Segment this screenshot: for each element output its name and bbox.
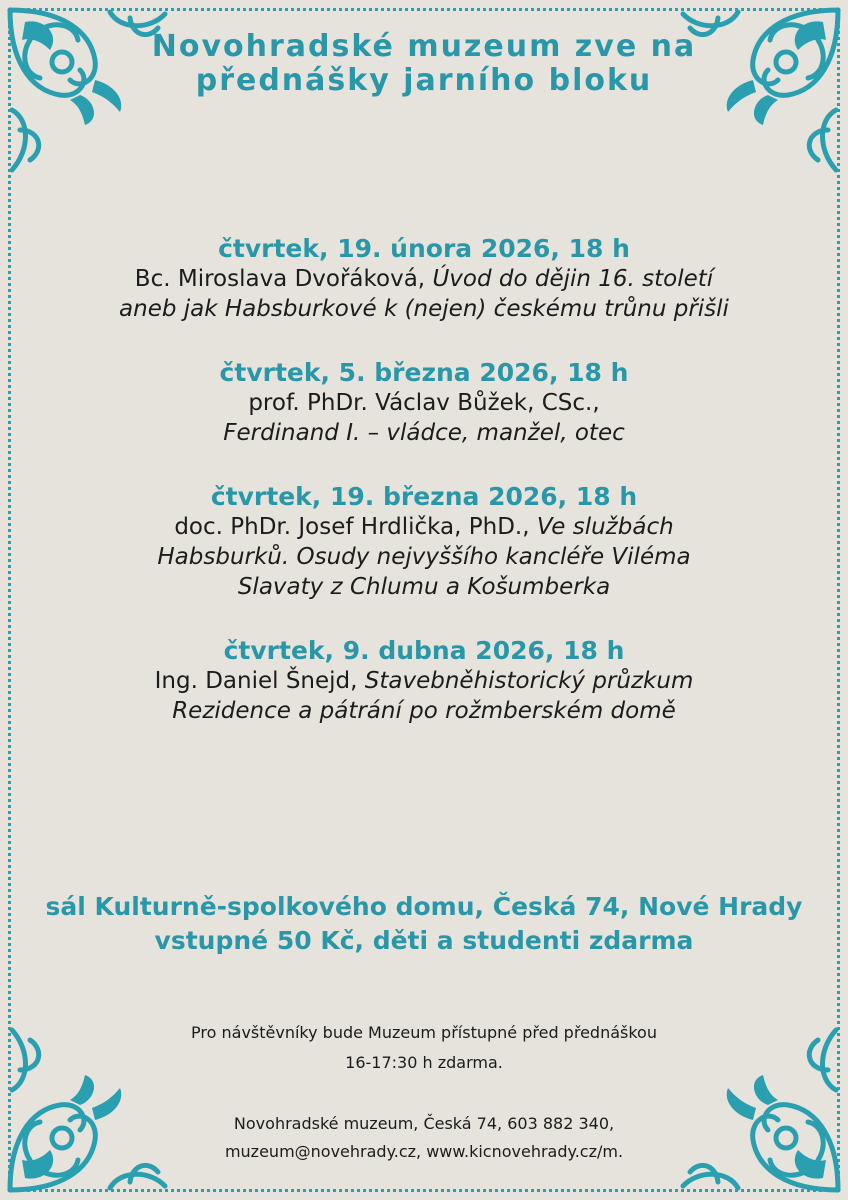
contact-info [0,1110,848,1166]
lecture-line [0,542,848,572]
title-line-2: přednášky jarního bloku [195,63,653,98]
museum-note [0,1018,848,1078]
lecture-date: čtvrtek, 5. března 2026, 18 h [219,358,629,387]
venue-info [0,890,848,958]
lecture-line [0,294,848,324]
lecture-line [0,264,848,294]
lecture-topic: Stavebněhistorický průzkum [364,668,694,694]
lecture-topic: Habsburků. Osudy nejvyššího kancléře Viléma [157,544,691,570]
lecture-item [0,234,848,324]
lecture-date: čtvrtek, 19. března 2026, 18 h [210,482,638,511]
note-line-1: Pro návštěvníky bude Muzeum přístupné před přednáškou [191,1023,657,1042]
lecture-line [0,666,848,696]
lecture-item [0,636,848,726]
venue-line-2: vstupné 50 Kč, děti a studenti zdarma [154,926,694,955]
lecturer-name: doc. PhDr. Josef Hrdlička, PhD., [174,514,537,540]
title-line-1: Novohradské muzeum zve na [151,29,697,64]
contact-line-2: muzeum@novehrady.cz, www.kicnovehrady.cz/m. [224,1142,624,1161]
note-line-2: 16-17:30 h zdarma. [345,1053,503,1072]
lecture-line [0,388,848,418]
lecture-topic: Rezidence a pátrání po rožmberském domě [172,698,676,724]
lecture-date: čtvrtek, 19. února 2026, 18 h [218,234,630,263]
contact-line-1: Novohradské muzeum, Česká 74, 603 882 340, [233,1114,615,1133]
lecturer-name: Bc. Miroslava Dvořáková, [134,266,433,292]
lecture-topic: Ferdinand I. – vládce, manžel, otec [223,420,625,446]
lecture-line [0,512,848,542]
lecture-item [0,358,848,448]
lecture-line [0,572,848,602]
lecture-topic: Slavaty z Chlumu a Košumberka [237,574,611,600]
lecture-line [0,696,848,726]
lecture-topic: Ve službách [536,514,674,540]
lecture-date: čtvrtek, 9. dubna 2026, 18 h [223,636,625,665]
lecture-topic: Úvod do dějin 16. století [432,266,714,292]
lecture-item [0,482,848,602]
lecturer-name: Ing. Daniel Šnejd, [154,668,365,694]
venue-line-1: sál Kulturně-spolkového domu, Česká 74, Nové Hrady [45,892,803,921]
lecturer-name: prof. PhDr. Václav Bůžek, CSc., [248,390,600,416]
page-title [0,30,848,98]
lecture-list [0,234,848,760]
lecture-topic: aneb jak Habsburkové k (nejen) českému trůnu přišli [119,296,729,322]
lecture-line [0,418,848,448]
